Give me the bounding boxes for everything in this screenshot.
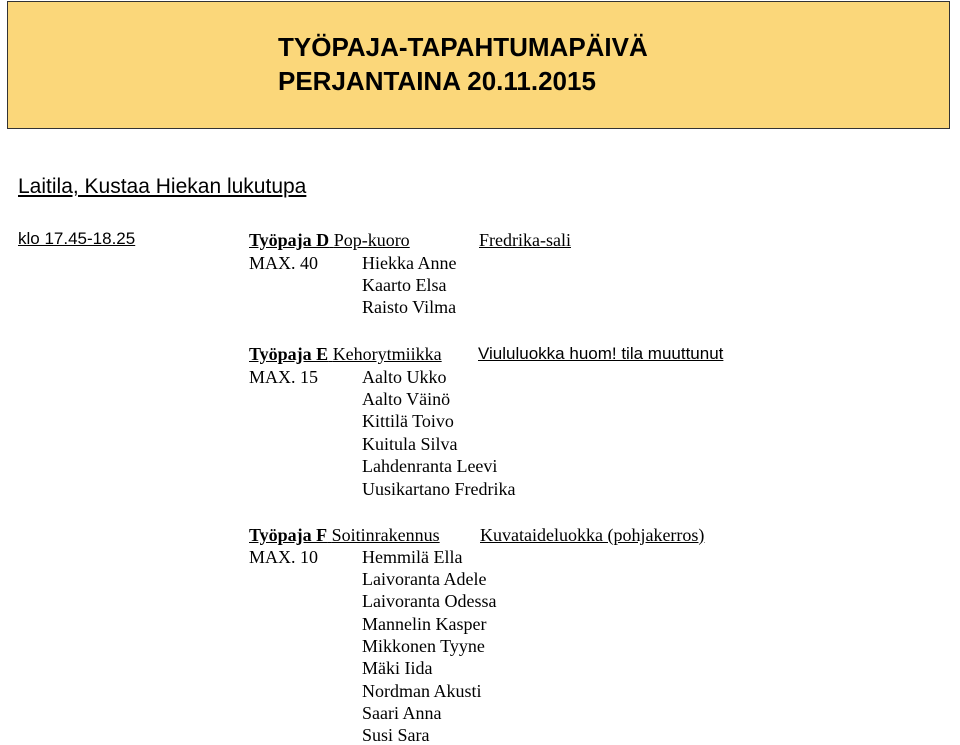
workshop-e-participant: Aalto Väinö <box>362 389 451 409</box>
workshop-e-participant: Kuitula Silva <box>362 434 458 454</box>
workshop-f-max: MAX. 10 <box>249 547 319 567</box>
workshop-f-label: Työpaja F <box>249 525 328 545</box>
workshop-d-max: MAX. 40 <box>249 253 319 273</box>
workshop-f-participant: Mäki Iida <box>362 658 433 678</box>
workshop-e-participant: Kittilä Toivo <box>362 411 454 431</box>
workshop-e-max: MAX. 15 <box>249 367 319 387</box>
workshop-f-participant: Mannelin Kasper <box>362 614 487 634</box>
workshop-e-header <box>249 343 442 365</box>
workshop-f-room: Kuvataideluokka (pohjakerros) <box>480 525 705 545</box>
workshop-e-label: Työpaja E <box>249 344 329 364</box>
workshop-f-participant: Saari Anna <box>362 703 442 723</box>
workshop-f-name: Soitinrakennus <box>331 525 440 545</box>
workshop-d-name: Pop-kuoro <box>333 230 410 250</box>
workshop-e-room: Viululuokka huom! tila muuttunut <box>478 344 724 363</box>
workshop-e-participant: Lahdenranta Leevi <box>362 456 498 476</box>
workshop-f-participant: Mikkonen Tyyne <box>362 636 485 656</box>
workshop-e-participant: Uusikartano Fredrika <box>362 479 516 499</box>
workshop-d-room: Fredrika-sali <box>479 230 571 250</box>
banner-title: TYÖPAJA-TAPAHTUMAPÄIVÄ <box>278 32 648 62</box>
workshop-f-participant: Laivoranta Odessa <box>362 591 497 611</box>
workshop-d-participant: Hiekka Anne <box>362 253 457 273</box>
workshop-e-participant: Aalto Ukko <box>362 367 447 387</box>
workshop-f-participant: Laivoranta Adele <box>362 569 487 589</box>
workshop-d-header <box>249 229 410 251</box>
workshop-f-participant: Susi Sara <box>362 725 430 745</box>
location-heading: Laitila, Kustaa Hiekan lukutupa <box>18 175 307 198</box>
workshop-f-participant: Nordman Akusti <box>362 681 482 701</box>
time-slot: klo 17.45-18.25 <box>18 229 136 248</box>
banner-date: PERJANTAINA 20.11.2015 <box>278 66 596 96</box>
workshop-f-header <box>249 524 440 546</box>
workshop-e-name: Kehorytmiikka <box>332 344 442 364</box>
workshop-d-participant: Raisto Vilma <box>362 297 457 317</box>
workshop-d-participant: Kaarto Elsa <box>362 275 447 295</box>
workshop-f-participant: Hemmilä Ella <box>362 547 463 567</box>
workshop-d-label: Työpaja D <box>249 230 330 250</box>
title-banner <box>7 1 950 129</box>
